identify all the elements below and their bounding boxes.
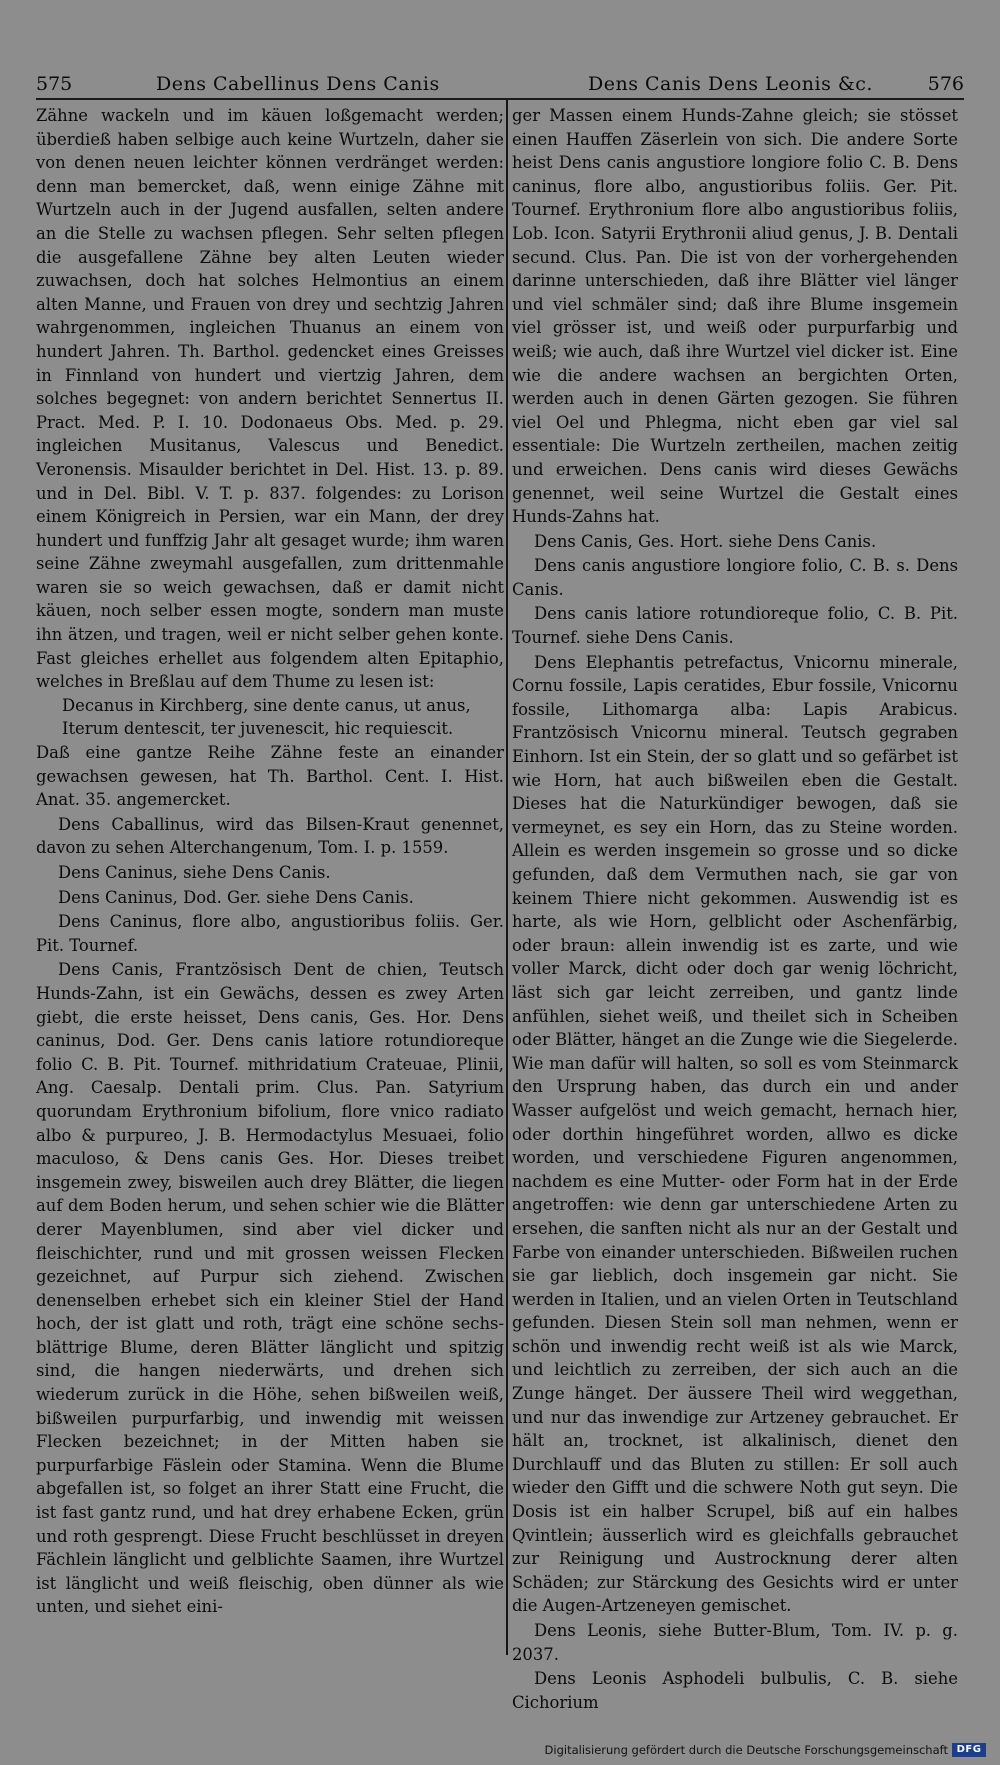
lexicon-entry: Dens Caballinus, wird das Bilsen-Kraut genennet, davon zu sehen Alterchangenum, Tom. I. p. 1559. [36, 814, 504, 858]
header-rule [36, 98, 964, 100]
epitaph-line: Decanus in Kirchberg, sine dente canus, ut anus, [62, 695, 471, 715]
lexicon-entry: Dens canis latiore rotundioreque folio, C. B. Pit. Tournef. siehe Dens Canis. [512, 604, 958, 648]
lexicon-entry: Dens Leonis, siehe Butter-Blum, Tom. IV. p. g. 2037. [512, 1621, 958, 1664]
page-number-left: 575 [36, 73, 73, 95]
lexicon-entry: Dens Canis, Frantzösisch Dent de chien, Teutsch Hunds-Zahn, ist ein Gewächs, dessen es zwey Arten giebt, die erste heisset, Dens canis, Ges. Hor. Dens caninus, Dod. Ger. Dens canis latiore rotundioreque folio C. B. Pit. Tournef. mithridatium Crateuae, Plinii, Ang. Caesalp. Dentali prim. Clus. Pan. Satyrium quorundam Erythronium bifolium, flore vnico radiato albo & purpureo, J. B. Hermodactylus Mesuaei, folio maculoso, & Dens canis Ges. Hor. Dieses treibet insgemein zwey, bisweilen auch drey Blätter, die liegen auf dem Boden herum, und sehen schier wie die Blätter derer Mayenblumen, sind aber viel dicker und fleischichter, rund und mit grossen weissen Flecken gezeichnet, auf Purpur sich ziehend. Zwischen denenselben erhebet sich ein kleiner Stiel der Hand hoch, der ist glatt und roth, trägt eine schöne sechs-blättrige Blume, deren Blätter länglicht und spitzig sind, die hangen niederwärts, und drehen sich wiederum zurück in die Höhe, sehen bißweilen weiß, bißweilen purpurfarbig, und inwendig mit weissen Flecken bezeichnet; in der Mitten haben sie purpurfarbige Fäslein oder Stamina. Wenn die Blume abgefallen ist, so folget an ihrer Statt eine Frucht, die ist fast gantz rund, und hat drey erhabene Ecken, grün und roth gesprengt. Diese Frucht beschlüsset in dreyen Fächlein länglicht und gelblichte Saamen, ihre Wurtzel ist länglicht und weiß fleischig, oben dünner als wie unten, und siehet eini- [36, 960, 504, 1617]
lexicon-entry: Dens Caninus, flore albo, angustioribus foliis. Ger. Pit. Tournef. [36, 912, 504, 955]
lexicon-entry: Dens Caninus, siehe Dens Canis. [58, 863, 331, 882]
lexicon-entry: Dens canis angustiore longiore folio, C. B. s. Dens Canis. [512, 556, 958, 599]
page-number-right: 576 [927, 73, 964, 95]
paragraph: ger Massen einem Hunds-Zahne gleich; sie stösset einen Hauffen Zäserlein von sich. Die andere Sorte heist Dens canis angustiore longiore folio C. B. Dens caninus, flore albo, angustioribus foliis. Ger. Pit. Tournef. Erythronium flore albo angustioribus foliis, Lob. Icon. Satyrii Erythronii aliud genus, J. B. Dentali secund. Clus. Pan. Die ist von der vorhergehenden darinne unterschieden, daß ihre Blätter viel länger und viel schmäler sind; daß ihre Blume insgemein viel grösser ist, und weiß oder purpurfarbig und weiß; wie auch, daß ihre Wurtzel viel dicker ist. Eine wie die andere wachsen an bergichten Orten, werden auch in denen Gärten gezogen. Sie führen viel Oel und Phlegma, nicht eben gar viel sal essentiale: Die Wurtzeln zertheilen, machen zeitig und erweichen. Dens canis wird dieses Gewächs genennet, weil seine Wurtzel die Gestalt eines Hunds-Zahns hat. [512, 106, 958, 527]
column-divider [506, 100, 508, 1655]
credit-text: Digitalisierung gefördert durch die Deutsche Forschungsgemeinschaft [544, 1743, 948, 1757]
right-column [512, 104, 958, 1712]
epitaph-line: Iterum dentescit, ter juvenescit, hic requiescit. [62, 719, 454, 739]
lexicon-entry: Dens Elephantis petrefactus, Vnicornu minerale, Cornu fossile, Lapis ceratides, Ebur fossile, Vnicornu fossile, Lithomarga alba: Lapis Arabicus. Frantzösisch Vnicornu mineral. Teutsch gegraben Einhorn. Ist ein Stein, der so glatt und so gefärbet ist wie Horn, hat auch bißweilen eben die Gestalt. Dieses hat die Naturkündiger bewogen, daß sie vermeynet, es sey ein Horn, das zu Steine worden. Allein es werden insgemein so grosse und so dicke gefunden, daß dem Vermuthen nach, sie gar von keinem Thiere nicht gekommen. Auswendig ist es harte, als wie Horn, gelblicht oder Aschenfärbig, oder braun: allein inwendig ist es zarte, und wie voller Marck, dicht oder doch gar wenig löchricht, läst sich gar leicht zerreiben, und gantz linde anfühlen, siehet weiß, und theilet sich in Scheiben oder Blätter, hänget an die Zunge wie die Siegelerde. Wie man dafür will halten, so soll es vom Steinmarck den Ursprung haben, das durch ein und ander Wasser aufgelöst und weich gemacht, hernach hier, oder dorthin hingeführet worden, allwo es dicke worden, und verschiedene Figuren angenommen, nachdem es eine Mutter- oder Form hat in der Erde angetroffen: wie denn gar unterschiedene Arten zu ersehen, die sanften nicht als nur an der Gestalt und Farbe von einander unterschieden. Bißweilen ruchen sie gar lieblich, doch insgemein gar nicht. Sie werden in Italien, und an vielen Orten in Teutschland gefunden. Diesen Stein soll man nehmen, wenn er schön und inwendig recht weiß ist als wie Marck, und leichtlich zu zerreiben, der sich auch an die Zunge hänget. Der äussere Theil wird weggethan, und nur das inwendige zur Artzeney gebrauchet. Er hält an, trocknet, ist alkalinisch, dienet den Durchlauff und das Bluten zu stillen: Er soll auch wieder den Gifft und die schwere Noth gut seyn. Die Dosis ist ein halber Scrupel, biß auf ein halbes Qvintlein; äusserlich wird es gleichfalls gebrauchet zur Reinigung und Austrocknung derer alten Schäden; zur Stärckung des Gesichts wird er unter die Augen-Artzeneyen gemischet. [512, 652, 958, 1616]
running-title-left: Dens Cabellinus Dens Canis [156, 73, 440, 95]
digitization-credit [545, 1741, 986, 1759]
paragraph: Zähne wackeln und im käuen loßgemacht werden; überdieß haben selbige auch keine Wurtzeln, daher sie von denen neuen leichter können verdränget werden: denn man bemercket, daß, wenn einige Zähne mit Wurtzeln auch in der Jugend ausfallen, selten andere an die Stelle zu wachsen pflegen. Sehr selten pflegen die ausgefallene Zähne bey alten Leuten wieder zuwachsen, doch hat solches Helmontius an einem alten Manne, und Frauen von drey und sechtzig Jahren wahrgenommen, ingleichen Thuanus an einem von hundert Jahren. Th. Barthol. gedencket eines Greisses in Finnland von hundert und viertzig Jahren, dem solches begegnet: von andern berichtet Sennertus II. Pract. Med. P. I. 10. Dodonaeus Obs. Med. p. 29. ingleichen Musitanus, Valescus und Benedict. Veronensis. Misaulder berichtet in Del. Hist. 13. p. 89. und in Del. Bibl. V. T. p. 837. folgendes: zu Lorison einem Königreich in Persien, war ein Mann, der drey hundert und funffzig Jahr alt gesaget wurde; ihm waren seine Zähne zweymahl ausgefallen, zum drittenmahle waren sie so weich gewachsen, daß er damit nicht käuen, noch selber essen mogte, sondern man muste ihn ätzen, und tragen, weil er nicht selber gehen konte. Fast gleiches erhellet aus folgendem alten Epitaphio, welches in Breßlau auf dem Thume zu lesen ist: [36, 106, 504, 692]
lexicon-entry: Dens Leonis Asphodeli bulbulis, C. B. siehe Cichorium [512, 1669, 958, 1712]
running-header [36, 72, 964, 96]
lexicon-entry: Dens Caninus, Dod. Ger. siehe Dens Canis. [58, 887, 414, 907]
paragraph: Daß eine gantze Reihe Zähne feste an einander gewachsen gewesen, hat Th. Barthol. Cent. I. Hist. Anat. 35. angemercket. [36, 743, 504, 810]
left-column [36, 104, 504, 1655]
running-title-right: Dens Canis Dens Leonis &c. [588, 73, 873, 95]
lexicon-entry: Dens Canis, Ges. Hort. siehe Dens Canis. [534, 531, 877, 551]
dfg-logo: DFG [952, 1743, 986, 1757]
